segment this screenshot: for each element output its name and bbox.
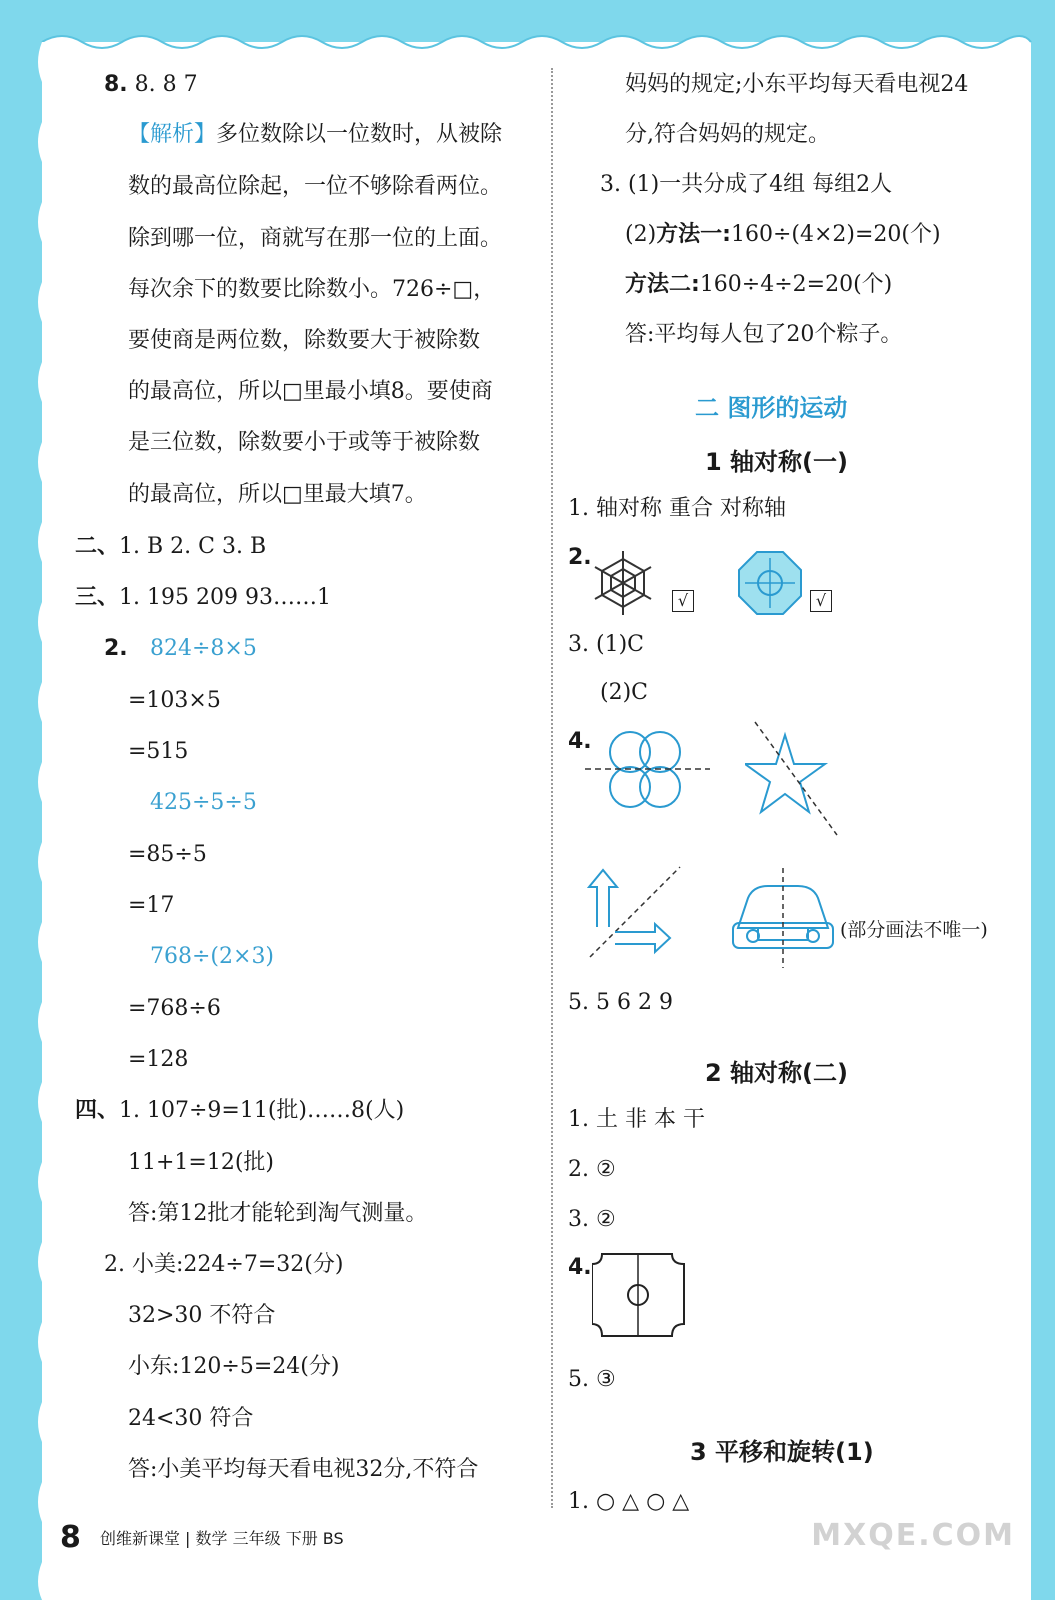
unit-title: 二 图形的运动: [695, 394, 848, 422]
answer-8: 8. 8. 8 7: [104, 72, 198, 97]
section-4-q1-answer: 答:第12批才能轮到淘气测量。: [128, 1201, 428, 1226]
calc-step-1b: =515: [128, 739, 189, 764]
analysis-line-4: 每次余下的数要比除数小。726÷□，: [128, 277, 496, 302]
section-4-q1-step: 11+1=12(批): [128, 1150, 275, 1175]
section-3-q1: 三、1. 195 209 93……1: [75, 585, 331, 610]
analysis-line-3: 除到哪一位，商就写在那一位的上面。: [128, 226, 503, 251]
s1-q2-num: 2.: [568, 545, 592, 570]
arrows-figure: [585, 862, 685, 962]
analysis-line-8: 的最高位，所以□里最大填7。: [128, 482, 427, 507]
s2-q4-num: 4.: [568, 1255, 592, 1280]
watermark: MXQE.COM: [811, 1518, 1015, 1553]
drawing-note: (部分画法不唯一): [840, 919, 988, 941]
calc-step-2a: =85÷5: [128, 842, 207, 867]
analysis-tag: 【解析】: [128, 122, 217, 147]
analysis-line-1: 【解析】多位数除以一位数时，从被除: [128, 122, 503, 147]
calc-expr-1: 824÷8×5: [150, 636, 257, 661]
page-frame-right: [1031, 0, 1055, 1600]
section-4-q2-line4: 24<30 符合: [128, 1406, 254, 1431]
right-line-1: 妈妈的规定;小东平均每天看电视24: [625, 72, 969, 97]
notched-square-figure: [592, 1252, 692, 1342]
calc-step-2b: =17: [128, 893, 175, 918]
analysis-line-5: 要使商是两位数，除数要大于被除数: [128, 328, 481, 353]
analysis-line-2: 数的最高位除起，一位不够除看两位。: [128, 174, 503, 199]
column-divider: [551, 68, 553, 1508]
section-4-q1: 四、1. 107÷9=11(批)……8(人): [75, 1098, 405, 1123]
right-line-2: 分,符合妈妈的规定。: [625, 122, 830, 147]
check-box-2: √: [810, 590, 832, 612]
page-footer: [60, 1520, 344, 1555]
footer-text: 创维新课堂 | 数学 三年级 下册 BS: [99, 1529, 344, 1548]
check-box-1: √: [672, 590, 694, 612]
section-3-q2-num: 2.: [104, 636, 128, 661]
section-title-3: 3 平移和旋转(1): [690, 1438, 874, 1466]
s1-q3a: 3. (1)C: [568, 632, 644, 657]
star-figure: [745, 720, 845, 840]
s2-q2: 2. ②: [568, 1157, 616, 1182]
s1-q4-num: 4.: [568, 729, 592, 754]
right-q3-method2: 方法二:160÷4÷2=20(个): [625, 272, 893, 297]
octagon-pattern-icon: [735, 548, 805, 618]
s2-q3: 3. ②: [568, 1207, 616, 1232]
s3-q1: 1. ○ △ ○ △: [568, 1489, 690, 1514]
analysis-line-6: 的最高位，所以□里最小填8。要使商: [128, 379, 493, 404]
section-title-2: 2 轴对称(二): [705, 1059, 848, 1087]
section-4-q2-answer: 答:小美平均每天看电视32分,不符合: [128, 1457, 479, 1482]
calc-step-3a: =768÷6: [128, 996, 221, 1021]
car-figure: [728, 868, 838, 968]
section-4-q2-line3: 小东:120÷5=24(分): [128, 1354, 340, 1379]
section-2-answers: 二、1. B 2. C 3. B: [75, 534, 267, 559]
page-frame-left: [0, 0, 42, 1600]
s1-q5: 5. 5 6 2 9: [568, 990, 673, 1015]
snowflake-icon: [588, 548, 658, 618]
right-q3-line1: 3. (1)一共分成了4组 每组2人: [600, 172, 893, 197]
page-number: 8: [60, 1520, 81, 1555]
section-4-q2-line1: 2. 小美:224÷7=32(分): [104, 1252, 344, 1277]
calc-expr-3: 768÷(2×3): [150, 944, 275, 969]
s1-q1: 1. 轴对称 重合 对称轴: [568, 496, 786, 521]
analysis-line-7: 是三位数，除数要小于或等于被除数: [128, 430, 481, 455]
section-4-q2-line2: 32>30 不符合: [128, 1303, 276, 1328]
page-frame-top: [0, 0, 1055, 42]
calc-expr-2: 425÷5÷5: [150, 790, 257, 815]
s1-q3b: (2)C: [600, 680, 648, 705]
calc-step-3b: =128: [128, 1047, 189, 1072]
section-title-1: 1 轴对称(一): [705, 448, 848, 476]
four-circles-figure: [585, 722, 715, 822]
s2-q5: 5. ③: [568, 1367, 616, 1392]
right-q3-method1: (2)方法一:160÷(4×2)=20(个): [625, 222, 941, 247]
right-q3-answer: 答:平均每人包了20个粽子。: [625, 322, 903, 347]
s2-q1: 1. 土 非 本 干: [568, 1107, 705, 1132]
calc-step-1a: =103×5: [128, 688, 221, 713]
